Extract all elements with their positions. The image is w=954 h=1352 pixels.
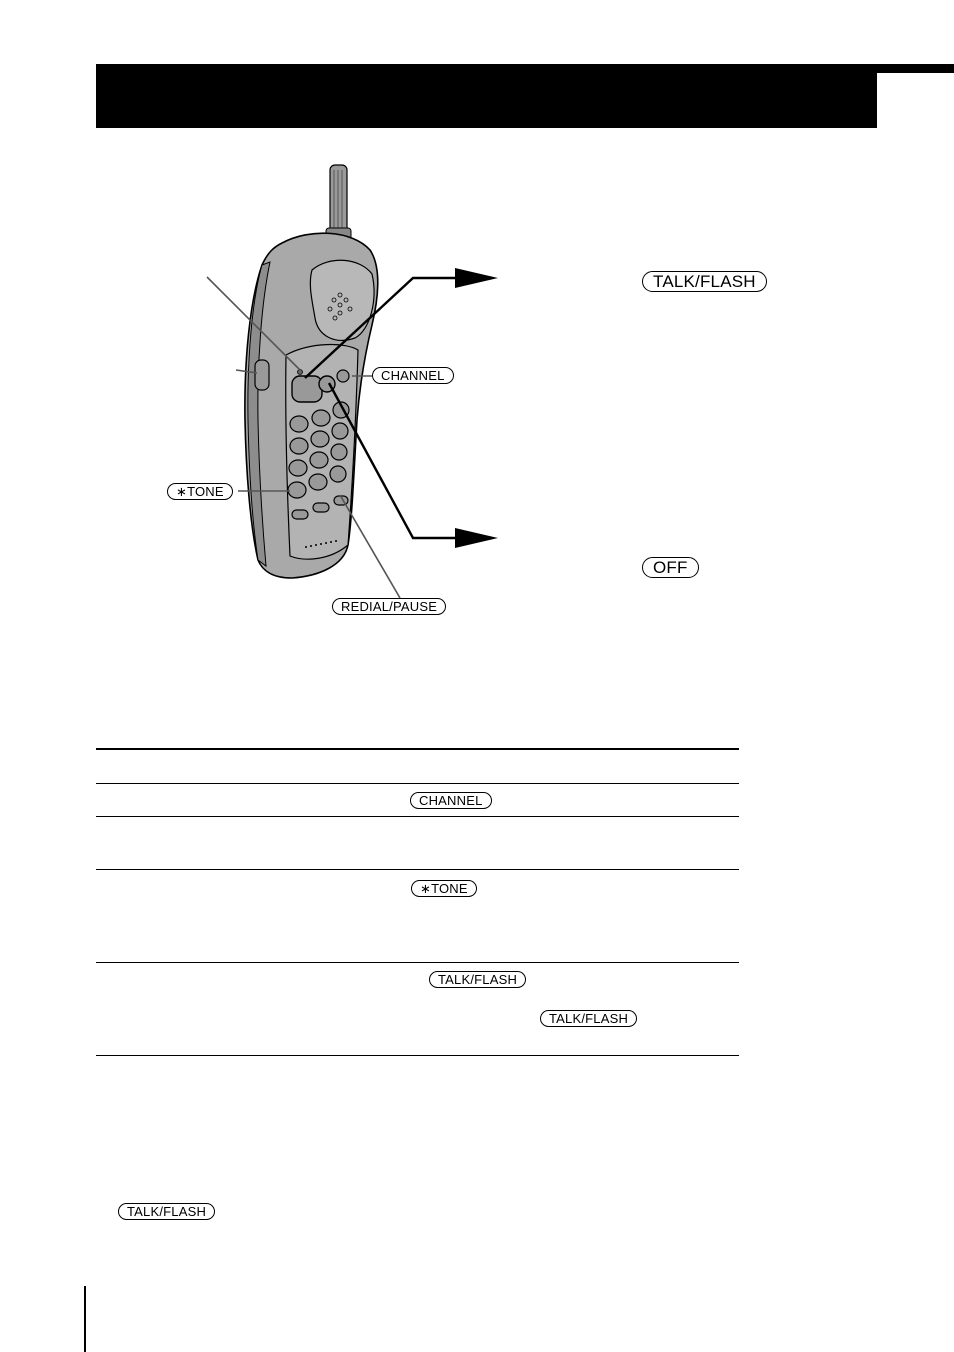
table-channel-key[interactable]: CHANNEL	[410, 792, 492, 809]
table-row-rule	[96, 962, 739, 963]
table-top-rule	[96, 748, 739, 750]
table-tone-key[interactable]: ∗TONE	[411, 880, 477, 897]
tone-button[interactable]: ∗TONE	[167, 483, 233, 500]
table-talk-flash-key-2[interactable]: TALK/FLASH	[540, 1010, 637, 1027]
table-talk-flash-key[interactable]: TALK/FLASH	[429, 971, 526, 988]
off-button[interactable]: OFF	[642, 557, 699, 578]
table-bottom-rule	[96, 1055, 739, 1056]
table-row-rule	[96, 869, 739, 870]
redial-pause-button[interactable]: REDIAL/PAUSE	[332, 598, 446, 615]
table-row-rule	[96, 816, 739, 817]
channel-button[interactable]: CHANNEL	[372, 367, 454, 384]
footer-talk-flash-key[interactable]: TALK/FLASH	[118, 1203, 215, 1220]
page-margin-line	[84, 1286, 86, 1352]
talk-flash-button[interactable]: TALK/FLASH	[642, 271, 767, 292]
table-header-rule	[96, 783, 739, 784]
handset-illustration	[0, 0, 954, 640]
